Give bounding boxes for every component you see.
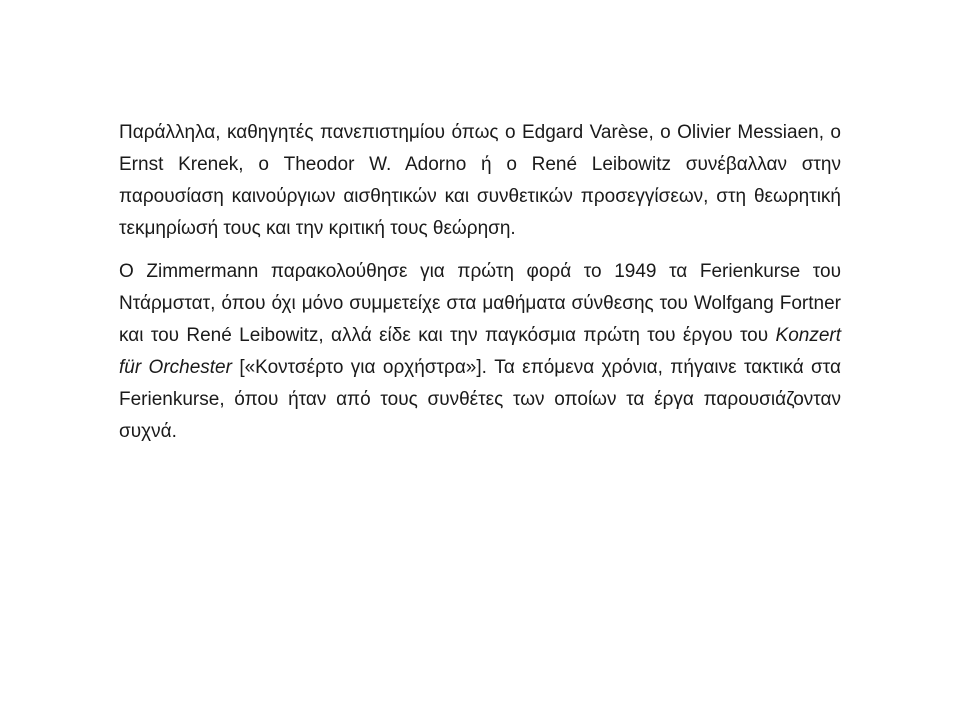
work-title: Konzert für Orchester [119, 325, 841, 378]
paragraph-1 [119, 117, 841, 245]
paragraph-1-text: Παράλληλα, καθηγητές πανεπιστημίου όπως ο Edgard Varèse, ο Olivier Messiaen, ο Ernst Krenek, ο Theodor W. Adorno ή ο René Leibowitz συνέβαλλαν στην παρουσίαση καινούργιων αισθητικών και συνθετικών προσεγγίσεων, στη θεωρητική τεκμηρίωσή τους και την κριτική τους θεώρηση. [119, 122, 841, 239]
paragraph-2-text-end: [«Κοντσέρτο για ορχήστρα»]. Τα επόμενα χρόνια, πήγαινε τακτικά στα Ferienkurse, όπου ήταν από τους συνθέτες των οποίων τα έργα παρουσιάζονταν συχνά. [119, 357, 841, 442]
paragraph-2 [119, 256, 841, 448]
paragraph-2-text-start: Ο Zimmermann παρακολούθησε για πρώτη φορά το 1949 τα Ferienkurse του Ντάρμστατ, όπου όχι μόνο συμμετείχε στα μαθήματα σύνθεσης του Wolfgang Fortner και του René Leibowitz, αλλά είδε και την παγκόσμια πρώτη του έργου του [119, 261, 841, 346]
document-body [119, 117, 841, 448]
